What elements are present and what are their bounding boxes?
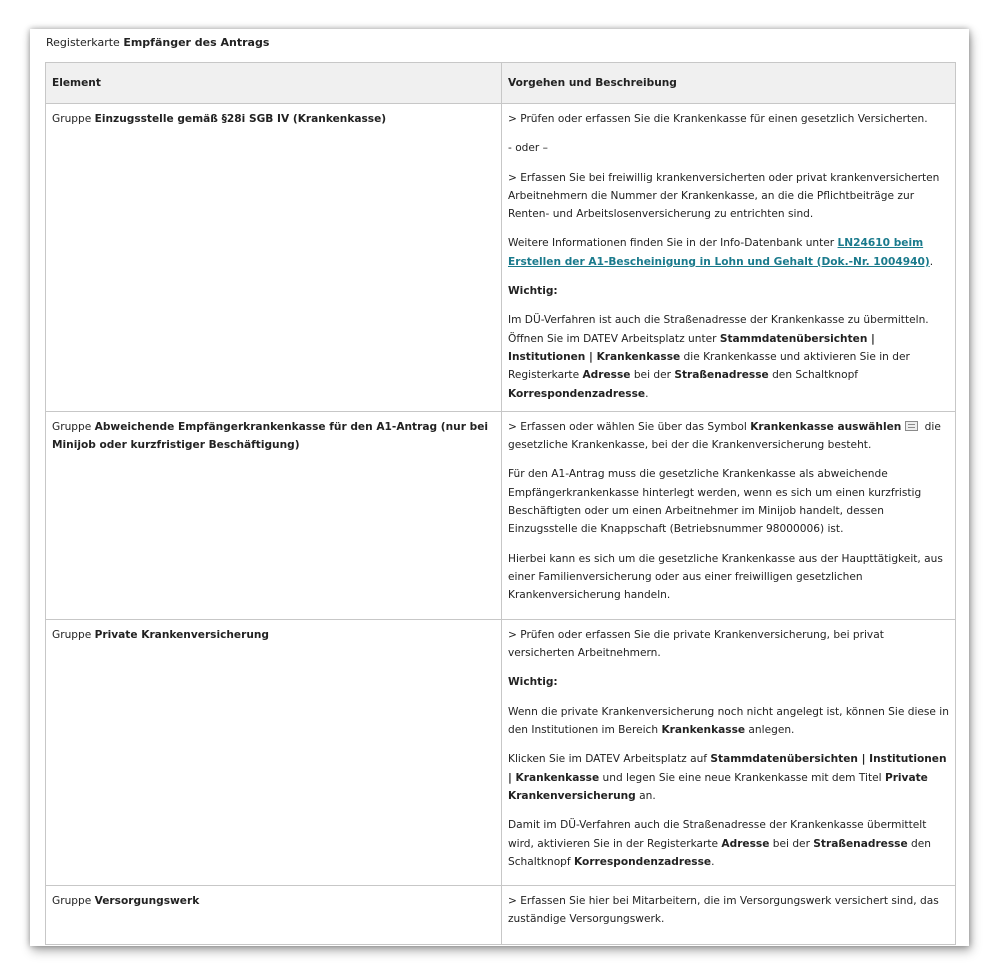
text: Klicken Sie im DATEV Arbeitsplatz auf (508, 753, 711, 766)
title-name: Private Krankenversicherung (508, 771, 928, 802)
caption-tab-name: Empfänger des Antrags (123, 36, 270, 49)
text: und legen Sie eine neue Krankenkasse mit dem Titel (599, 771, 885, 784)
menu-path: Stammdatenübersichten | Institutionen | Krankenkasse (508, 753, 947, 784)
text: Weitere Informationen finden Sie in der Info-Datenbank unter (508, 237, 838, 250)
text: bei der (630, 369, 675, 382)
important-text: Wichtig: (508, 285, 558, 298)
group-prefix: Gruppe (52, 894, 95, 907)
paragraph: Für den A1-Antrag muss die gesetzliche Krankenkasse als abweichende Empfängerkrankenkasse hinterlegt werden, wenn es sich um einen kurzfristig Beschäftigten oder um einen Arbeitnehmer im Minijob handelt, dessen Einzugsstelle die Knappschaft (Betriebsnummer 98000006) ist. (508, 468, 922, 536)
text: den Schaltknopf (508, 837, 931, 868)
field-name: Straßenadresse (674, 369, 769, 382)
header-description: Vorgehen und Beschreibung (502, 63, 956, 104)
text: anlegen. (745, 724, 795, 737)
info-db-link[interactable]: LN24610 beim Erstellen der A1-Bescheinigung in Lohn und Gehalt (Dok.-Nr. 1004940) (508, 237, 930, 268)
tab-name: Adresse (582, 369, 631, 382)
paragraph (508, 234, 949, 271)
button-name: Korrespondenzadresse (508, 387, 646, 400)
table-row (46, 104, 956, 412)
paragraph (508, 750, 949, 805)
text: den Schaltknopf (768, 369, 859, 382)
paragraph: - oder – (508, 142, 548, 155)
text: bei der (769, 837, 814, 850)
table-row (46, 885, 956, 944)
element-cell (46, 411, 502, 619)
area-name: Krankenkasse (661, 724, 746, 737)
fields-table (45, 62, 956, 945)
group-title: Versorgungswerk (94, 894, 200, 907)
menu-path: Stammdatenübersichten | Institutionen | Krankenkasse (508, 332, 875, 363)
text: die Krankenkasse und aktivieren Sie in der Registerkarte (508, 350, 910, 382)
description-cell (502, 885, 956, 944)
table-caption (46, 36, 269, 50)
group-prefix: Gruppe (52, 420, 95, 433)
document-card (30, 29, 969, 946)
element-cell (46, 885, 502, 944)
select-health-insurance-icon (905, 421, 918, 431)
group-prefix: Gruppe (52, 628, 95, 641)
paragraph (508, 816, 949, 871)
paragraph: > Erfassen Sie hier bei Mitarbeitern, die im Versorgungswerk versichert sind, das zuständige Versorgungswerk. (508, 894, 939, 926)
important-label (508, 282, 949, 300)
description-cell (502, 619, 956, 885)
paragraph (508, 311, 949, 402)
header-element: Element (46, 63, 502, 104)
text: Im DÜ-Verfahren ist auch die Straßenadresse der Krankenkasse zu übermitteln. Öffnen Sie im DATEV Arbeitsplatz unter (508, 314, 929, 345)
group-prefix: Gruppe (52, 113, 95, 125)
text: Damit im DÜ-Verfahren auch die Straßenadresse der Krankenkasse übermittelt wird, aktivieren Sie in der Registerkarte (508, 819, 927, 850)
paragraph: > Prüfen oder erfassen Sie die private Krankenversicherung, bei privat versicherten Arbeitnehmern. (508, 628, 884, 660)
text: an. (635, 789, 656, 802)
text: . (711, 855, 715, 868)
text: > Erfassen oder wählen Sie über das Symbol (508, 420, 751, 433)
paragraph: > Prüfen oder erfassen Sie die Krankenkasse für einen gesetzlich Versicherten. (508, 113, 928, 125)
table-row (46, 411, 956, 619)
group-title: Abweichende Empfängerkrankenkasse für den A1-Antrag (nur bei Minijob oder kurzfristiger Beschäftigung) (52, 420, 489, 452)
description-cell (502, 104, 956, 412)
table-header-row (46, 63, 956, 104)
caption-prefix: Registerkarte (46, 36, 124, 49)
description-cell (502, 411, 956, 619)
paragraph (508, 418, 949, 455)
text: die gesetzliche Krankenkasse, bei der die Krankenversicherung besteht. (508, 420, 941, 452)
group-title: Private Krankenversicherung (94, 628, 269, 641)
element-cell (46, 619, 502, 885)
button-name: Korrespondenzadresse (574, 855, 712, 868)
important-label (508, 673, 949, 691)
tab-name: Adresse (721, 837, 770, 850)
table-row (46, 619, 956, 885)
symbol-name: Krankenkasse auswählen (750, 420, 902, 433)
paragraph: > Erfassen Sie bei freiwillig krankenversicherten oder privat krankenversicherten Arbeitnehmern die Nummer der Krankenkasse, an die die Pflichtbeiträge zur Renten- und Arbeitslosenversicherung zu entrichten sind. (508, 171, 940, 221)
element-cell (46, 104, 502, 412)
important-text: Wichtig: (508, 676, 558, 689)
text: . (929, 255, 934, 268)
paragraph: Hierbei kann es sich um die gesetzliche Krankenkasse aus der Haupttätigkeit, aus einer Familienversicherung oder aus einer freiwilligen gesetzlichen Krankenversicherung handeln. (508, 552, 943, 602)
text: Wenn die private Krankenversicherung noch nicht angelegt ist, können Sie diese in den Institutionen im Bereich (508, 705, 949, 737)
paragraph (508, 703, 949, 740)
text: . (645, 387, 649, 400)
field-name: Straßenadresse (813, 837, 908, 850)
group-title: Einzugsstelle gemäß §28i SGB IV (Krankenkasse) (94, 113, 387, 125)
